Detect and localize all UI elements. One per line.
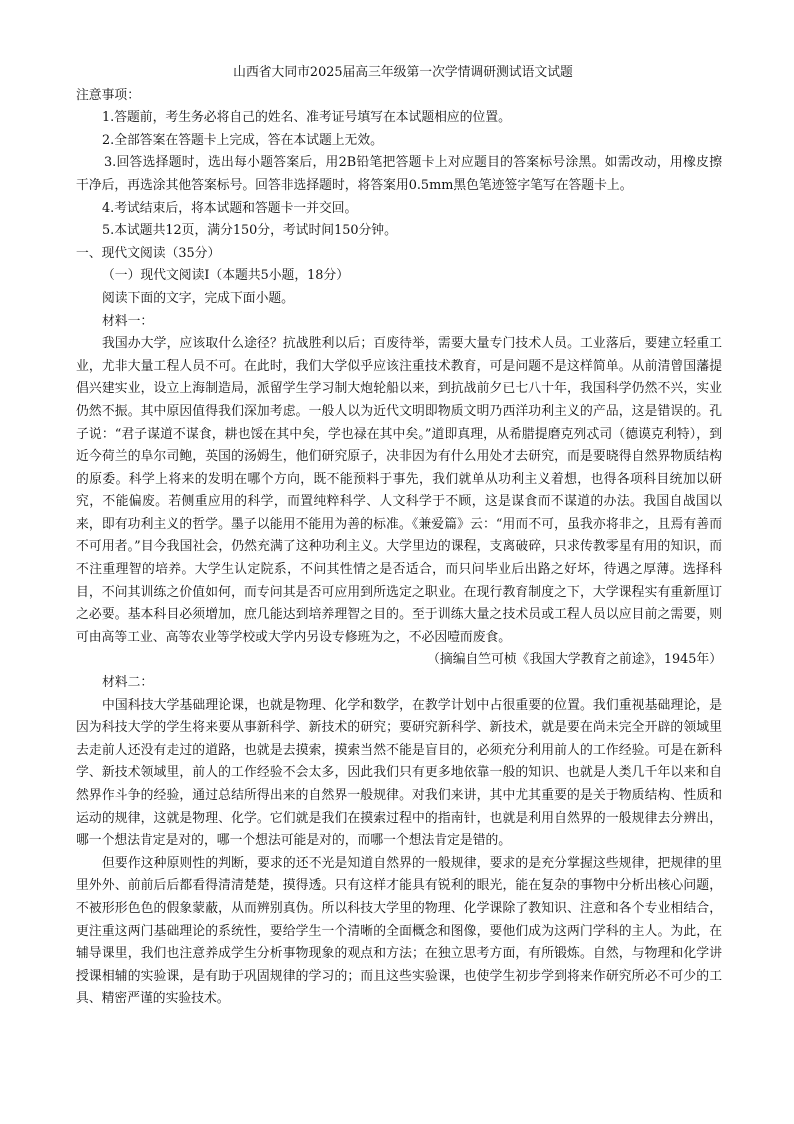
exam-title: 山西省大同市2025届高三年级第一次学情调研测试语文试题 [233,65,573,80]
reading-instruction: 阅读下面的文字，完成下面小题。 [102,290,294,306]
section-heading-modern-reading: 一、现代文阅读（35分） [76,245,221,261]
material-2-paragraph-2: 但要作这种原则性的判断，要求的还不光是知道自然界的一般规律，要求的是充分掌握这些规律，把规律的里里外外、前前后后都看得清清楚楚，摸得透。只有这样才能具有锐利的眼光，能在复杂的事物中分析出核心问题，不被形形色色的假象蒙蔽，从而辨别真伪。所以科技大学里的物理、化学课除了教知识、注意和各个专业相结合，更注重这两门基础理论的系统性，要给学生一个清晰的全面概念和图像，要他们成为这两门学科的主人。为此，在辅导课里，我们也注意养成学生分析事物现象的观点和方法；在独立思考方面，有所锻炼。自然，与物理和化学讲授课相辅的实验课，是有助于巩固规律的学习的；而且这些实验课，也使学生初步学到将来作研究所必不可少的工具、精密严谨的实验技术。 [76,855,722,1007]
notice-item-5: 5.本试题共12页，满分150分，考试时间150分钟。 [102,223,397,239]
material-2-label: 材料二： [102,675,154,691]
notice-heading: 注意事项： [76,87,140,103]
material-2-paragraph-1: 中国科技大学基础理论课，也就是物理、化学和数学，在教学计划中占很重要的位置。我们重视基础理论，是因为科技大学的学生将来要从事新科学、新技术的研究；要研究新科学、新技术，就是要在尚未完全开辟的领域里去走前人还没有走过的道路，也就是去摸索，摸索当然不能是盲目的，必须充分利用前人的工作经验。可是在新科学、新技术领域里，前人的工作经验不会太多，因此我们只有更多地依靠一般的知识、也就是人类几千年以来和自然界作斗争的经验，通过总结所得出来的自然界一般规律。对我们来讲，其中尤其重要的是关于物质结构、性质和运动的规律，这就是物理、化学。它们就是我们在摸索过程中的指南针，也就是利用自然界的一般规律去分辨出，哪一个想法肯定是对的，哪一个想法可能是对的，而哪一个想法肯定是错的。 [76,697,722,849]
material-1-label: 材料一： [102,313,154,329]
notice-item-2: 2.全部答案在答题卡上完成，答在本试题上无效。 [102,132,383,148]
notice-item-1: 1.答题前，考生务必将自己的姓名、准考证号填写在本试题相应的位置。 [102,110,511,126]
material-1-source: （摘编自竺可桢《我国大学教育之前途》，1945年） [427,652,722,668]
notice-item-3: 3.回答选择题时，选出每小题答案后，用2B铅笔把答题卡上对应题目的答案标号涂黑。如需改动，用橡皮擦干净后，再选涂其他答案标号。回答非选择题时，将答案用0.5mm黑色笔迹签字笔写在答题卡上。 [76,155,722,193]
material-1-text: 我国办大学，应该取什么途径？抗战胜利以后；百废待举，需要大量专门技术人员。工业落后，要建立轻重工业，尤非大量工程人员不可。在此时，我们大学似乎应该注重技术教育，可是问题不是这样简单。从前清曾国藩提倡兴建实业，设立上海制造局，派留学生学习制大炮轮船以来，到抗战前夕已七八十年，我国科学仍然不兴，实业仍然不振。其中原因值得我们深加考虑。一般人以为近代文明即物质文明乃西洋功利主义的产品，这是错误的。孔子说：“君子谋道不谋食，耕也馁在其中矣，学也禄在其中矣。”道即真理，从希腊提磨克列忒司（德谟克利特），到近今荷兰的阜尔司鲍，英国的汤姆生，他们研究原子，决非因为有什么用处才去研究，而是要晓得自然界物质结构的原委。科学上将来的发明在哪个方向，既不能预料于事先，我们就单从功利主义着想，也得各项科目统加以研究，不能偏废。若侧重应用的科学，而置纯粹科学、人文科学于不顾，这是谋食而不谋道的办法。我国自战国以来，即有功利主义的哲学。墨子以能用不能用为善的标准。《兼爱篇》云：“用而不可，虽我亦将非之，且焉有善而不可用者。”目今我国社会，仍然充满了这种功利主义。大学里边的课程，支离破碎，只求传教零星有用的知识，而不注重理智的培养。大学生认定院系，不问其性情之是否适合，而只问毕业后出路之好坏，待遇之厚薄。选择科目，不问其训练之价值如何，而专问其是否可应用到所选定之职业。在现行教育制度之下，大学课程实有重新厘订之必要。基本科目必须增加，庶几能达到培养理智之目的。至于训练大量之技术员或工程人员以应目前之需要，则可由高等工业、高等农业等学校或大学内另设专修班为之，不必因噎而废食。 [76,336,722,645]
subsection-heading-reading-1: （一）现代文阅读Ⅰ（本题共5小题，18分） [102,268,350,284]
notice-item-4: 4.考试结束后，将本试题和答题卡一并交回。 [102,200,358,216]
